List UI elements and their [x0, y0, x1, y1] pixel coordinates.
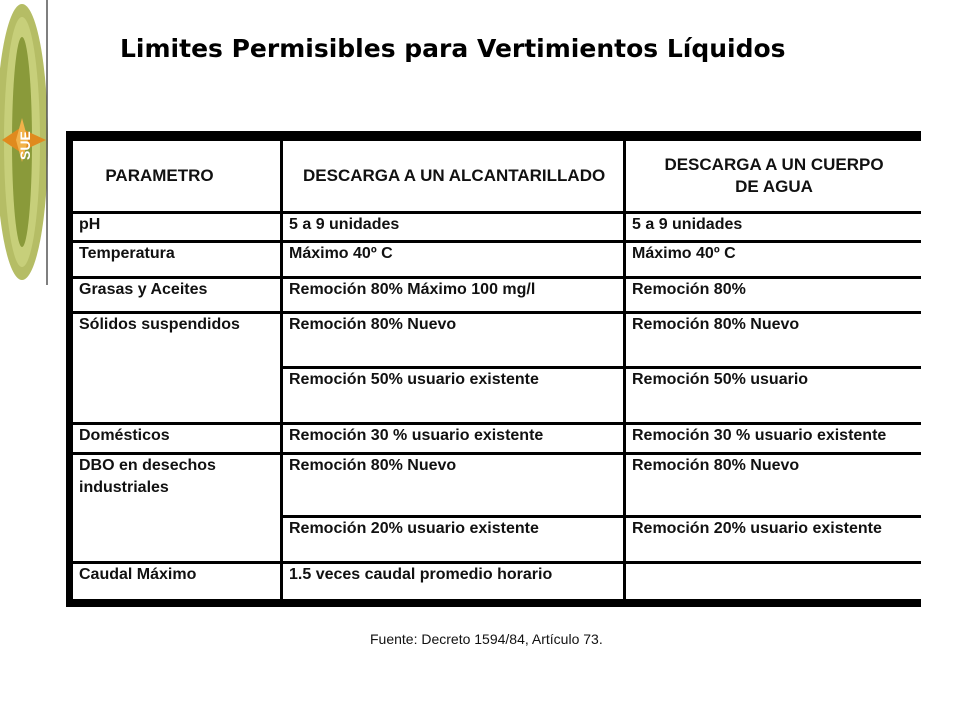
table-row: [73, 425, 922, 452]
cell-param: Grasas y Aceites: [73, 279, 280, 311]
cell-cuerpo-agua: Máximo 40º C: [626, 243, 922, 276]
cell-param: Sólidos suspendidos: [73, 314, 280, 422]
limits-table-frame: [66, 131, 921, 607]
cell-cuerpo-agua: Remoción 20% usuario existente: [626, 518, 922, 560]
table-row: [73, 314, 922, 366]
cell-alcantarillado: Remoción 80% Nuevo: [283, 455, 623, 515]
table-row: [73, 279, 922, 311]
cell-alcantarillado: Remoción 20% usuario existente: [283, 518, 623, 560]
cell-alcantarillado: Remoción 80% Máximo 100 mg/l: [283, 279, 623, 311]
cell-alcantarillado: Remoción 50% usuario existente: [283, 369, 623, 421]
cell-cuerpo-agua: Remoción 80%: [626, 279, 922, 311]
cell-param: DBO en desechos industriales: [73, 455, 280, 561]
page-title: Limites Permisibles para Vertimientos Líquidos: [120, 34, 786, 63]
table-row: [73, 243, 922, 276]
table-header-row: [73, 141, 922, 211]
cell-alcantarillado: 1.5 veces caudal promedio horario: [283, 564, 623, 599]
cell-alcantarillado: Remoción 80% Nuevo: [283, 314, 623, 366]
header-cuerpo-agua: DESCARGA A UN CUERPO DE AGUA: [626, 141, 922, 211]
header-alcantarillado: DESCARGA A UN ALCANTARILLADO: [283, 141, 623, 211]
cell-param: Caudal Máximo: [73, 564, 280, 599]
cell-param: Domésticos: [73, 425, 280, 452]
cell-alcantarillado: Remoción 30 % usuario existente: [283, 425, 623, 452]
limits-table: [70, 138, 925, 602]
cell-cuerpo-agua: Remoción 80% Nuevo: [626, 455, 922, 515]
cell-cuerpo-agua: Remoción 50% usuario: [626, 369, 922, 421]
table-row: [73, 564, 922, 599]
cell-alcantarillado: Máximo 40º C: [283, 243, 623, 276]
table-row: [73, 214, 922, 239]
cell-cuerpo-agua: Remoción 80% Nuevo: [626, 314, 922, 366]
cell-cuerpo-agua: [626, 564, 922, 599]
cell-param: pH: [73, 214, 280, 239]
source-note: Fuente: Decreto 1594/84, Artículo 73.: [370, 631, 603, 647]
cell-cuerpo-agua: 5 a 9 unidades: [626, 214, 922, 239]
sue-logo-icon: [0, 0, 50, 285]
cell-param: Temperatura: [73, 243, 280, 276]
header-parametro: PARAMETRO: [73, 141, 280, 211]
cell-alcantarillado: 5 a 9 unidades: [283, 214, 623, 239]
table-row: [73, 455, 922, 515]
cell-cuerpo-agua: Remoción 30 % usuario existente: [626, 425, 922, 452]
logo-text: SUE: [17, 131, 33, 160]
logo: [0, 0, 50, 285]
